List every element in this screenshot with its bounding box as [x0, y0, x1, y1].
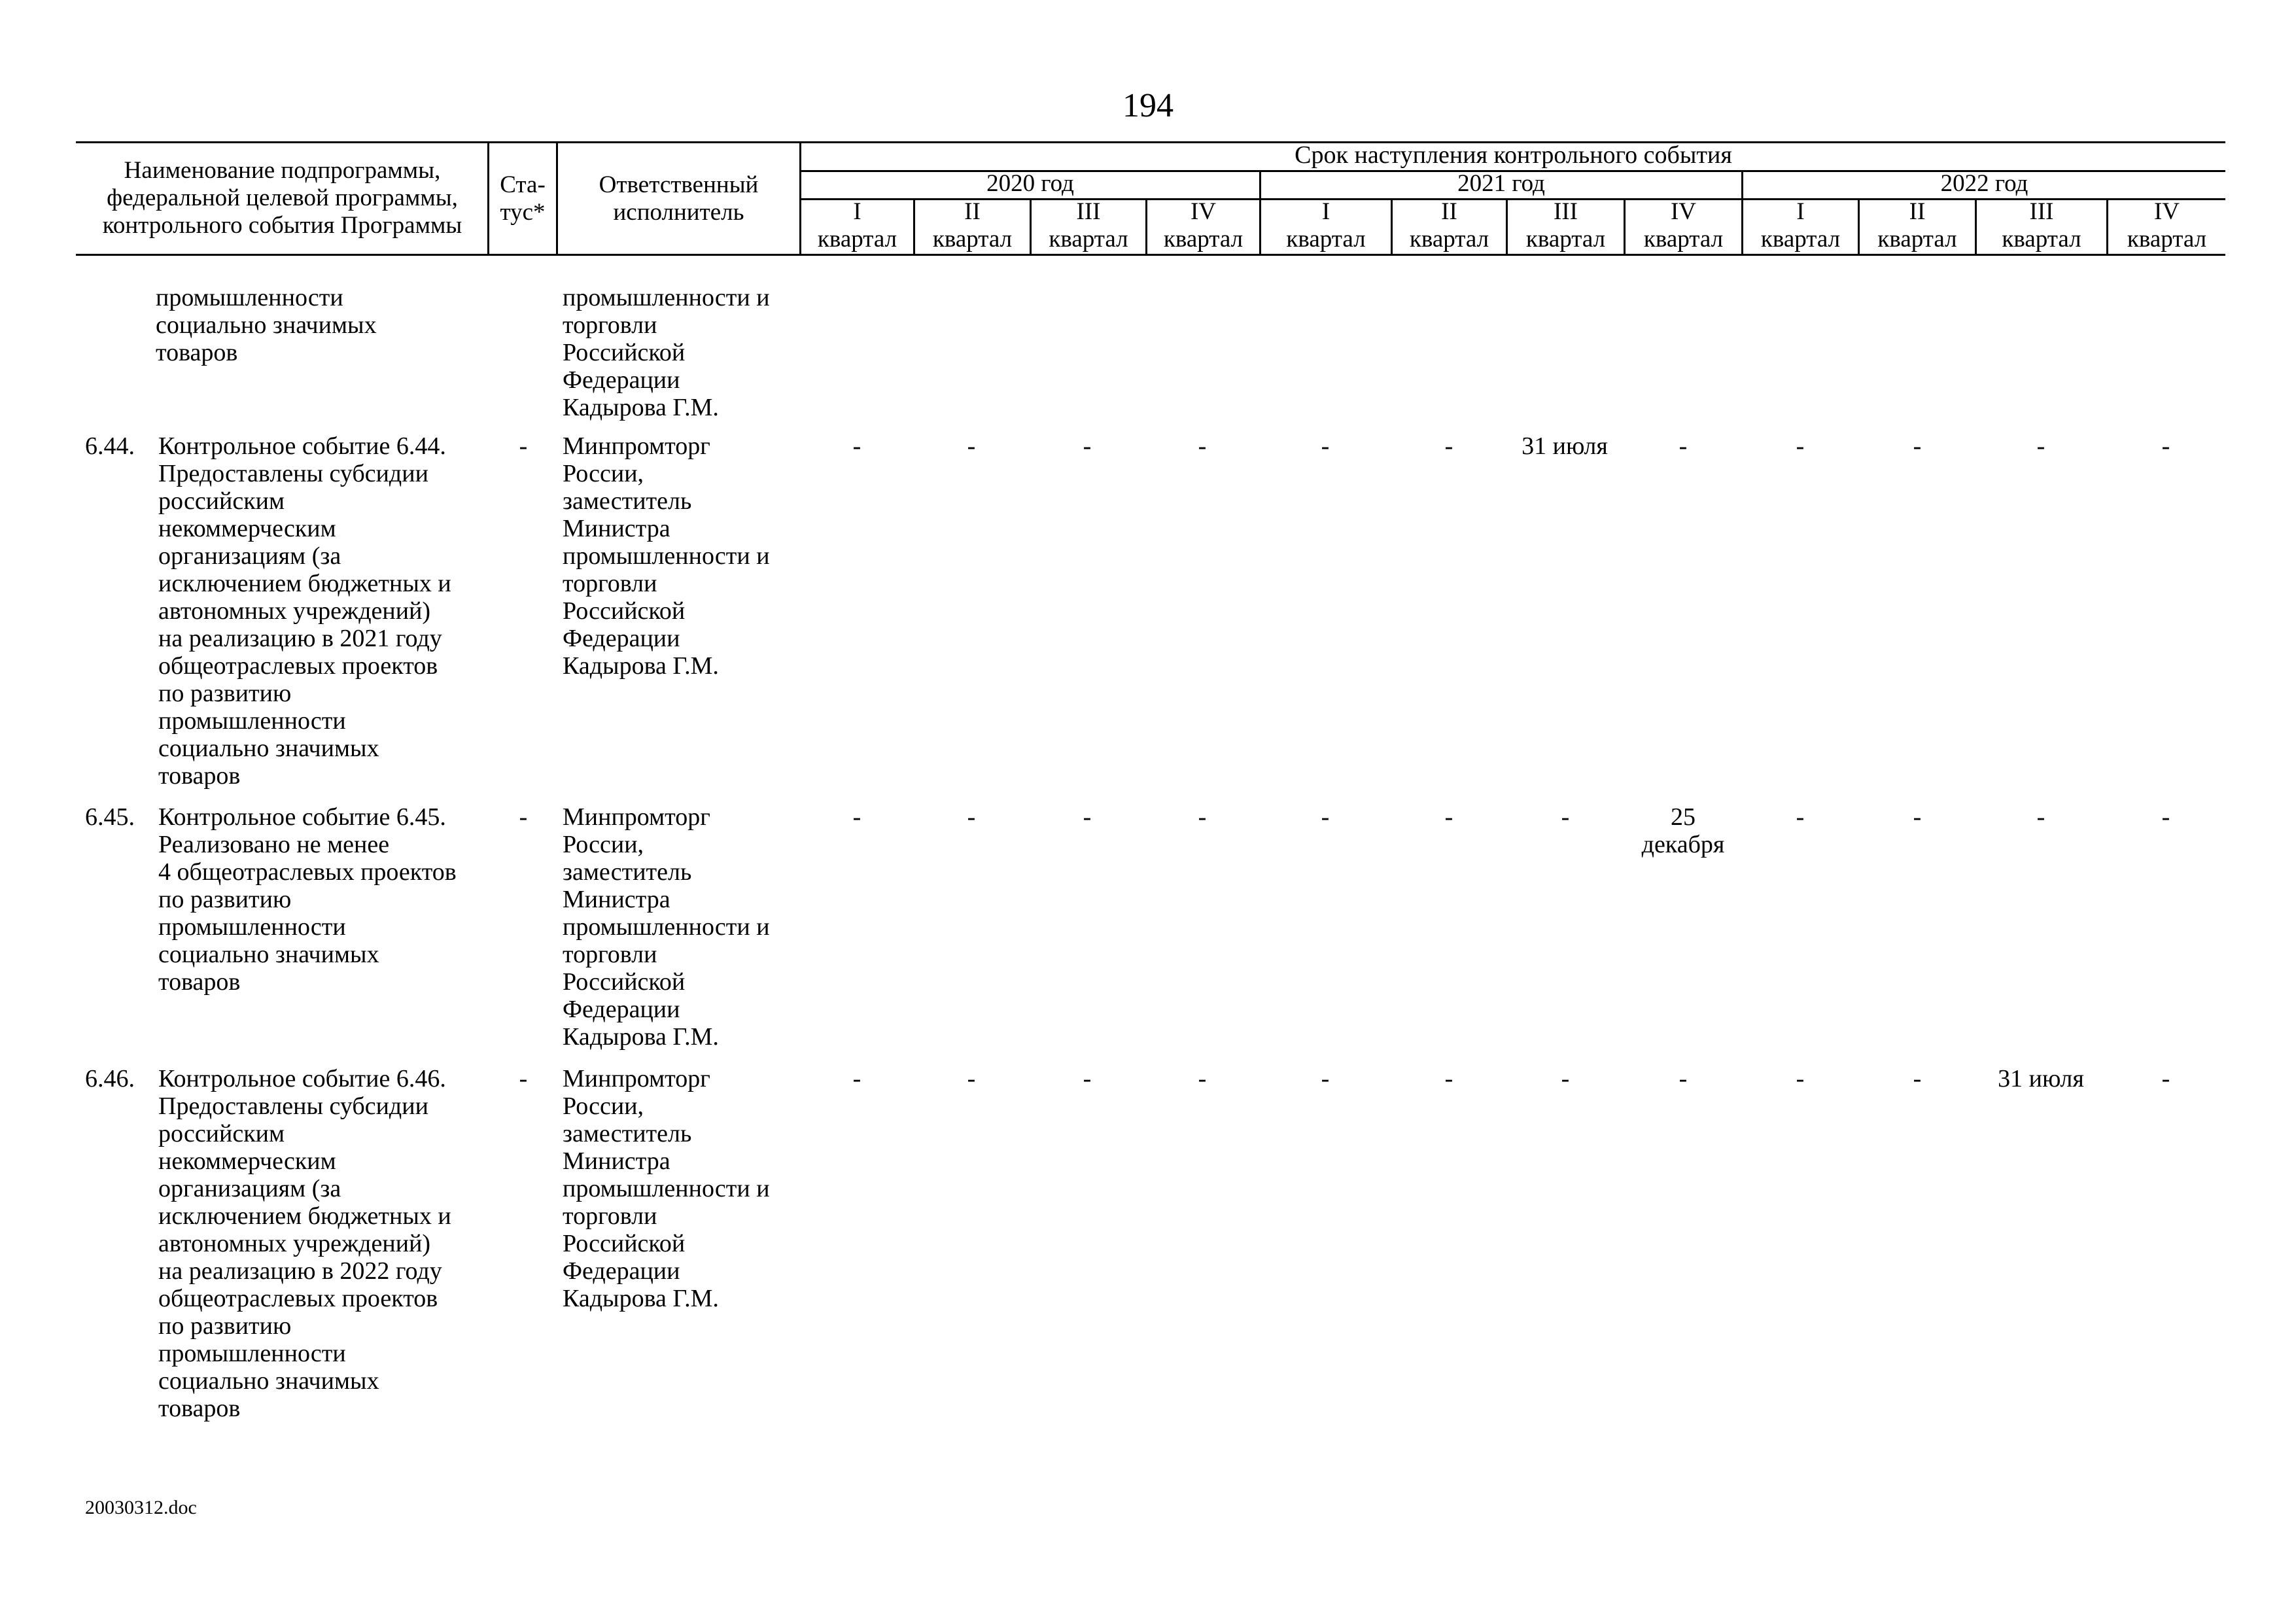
quarter-numeral: I — [1796, 198, 1805, 225]
deadline-cell: - — [967, 432, 976, 460]
header-year-2021: 2021 год — [1457, 170, 1545, 197]
deadline-cell: - — [967, 803, 976, 831]
header-quarter — [1626, 198, 1741, 253]
quarter-numeral: III — [1554, 198, 1578, 225]
deadline-cell: - — [1913, 432, 1922, 460]
quarter-numeral: II — [1909, 198, 1926, 225]
row-number: 6.45. — [85, 803, 135, 831]
quarter-word: квартал — [817, 226, 897, 253]
deadline-cell: 31 июля — [1522, 432, 1608, 460]
quarter-word: квартал — [1643, 226, 1724, 253]
deadline-cell: - — [1679, 432, 1688, 460]
quarter-word: квартал — [1760, 226, 1841, 253]
row-status: - — [519, 432, 528, 460]
deadline-cell: - — [1444, 1065, 1453, 1092]
deadline-cell: - — [1796, 432, 1805, 460]
quarter-numeral: II — [1441, 198, 1457, 225]
header-quarter — [1860, 198, 1975, 253]
deadline-cell: - — [1083, 432, 1092, 460]
row-name: Контрольное событие 6.46. Предоставлены субсидии российским некоммерческим организациям (за исключением бюджетных и автономных учреждений) на реализацию в 2022 году общеотраслевых проектов по развитию промышленности социально значимых товаров — [158, 1065, 451, 1422]
deadline-cell: 25 декабря — [1641, 803, 1725, 858]
quarter-numeral: I — [853, 198, 861, 225]
row-name: промышленности социально значимых товаров — [156, 284, 377, 366]
deadline-cell: - — [1198, 432, 1207, 460]
deadline-cell: - — [2161, 803, 2170, 831]
deadline-cell: - — [852, 803, 861, 831]
quarter-numeral: IV — [2153, 198, 2180, 225]
deadline-cell: - — [1198, 803, 1207, 831]
quarter-word: квартал — [2002, 226, 2081, 253]
header-quarter — [1147, 198, 1259, 253]
document-filename: 20030312.doc — [85, 1497, 197, 1518]
header-quarter — [1508, 198, 1624, 253]
quarter-numeral: II — [964, 198, 981, 225]
header-bottom-border — [76, 254, 2225, 256]
header-name-column: Наименование подпрограммы, федеральной целевой программы, контрольного события Программы — [102, 157, 462, 239]
header-status-column: Ста- тус* — [500, 171, 546, 226]
row-name: Контрольное событие 6.44. Предоставлены субсидии российским некоммерческим организациям (за исключением бюджетных и автономных учреждений) на реализацию в 2021 году общеотраслевых проектов по развитию промышленности социально значимых товаров — [158, 432, 451, 790]
row-responsible: Минпромторг России, заместитель Министра промышленности и торговли Российской Федерации Кадырова Г.М. — [563, 1065, 770, 1312]
header-quarter — [2108, 198, 2225, 253]
quarter-numeral: III — [2029, 198, 2054, 225]
deadline-cell: - — [1444, 432, 1453, 460]
deadline-cell: - — [1561, 1065, 1570, 1092]
deadline-cell: - — [1198, 1065, 1207, 1092]
deadline-cell: - — [1796, 803, 1805, 831]
deadline-cell: - — [967, 1065, 976, 1092]
deadline-cell: - — [2036, 803, 2045, 831]
header-quarter — [1977, 198, 2106, 253]
quarter-numeral: I — [1321, 198, 1331, 225]
deadline-cell: - — [1083, 1065, 1092, 1092]
row-responsible: Минпромторг России, заместитель Министра промышленности и торговли Российской Федерации Кадырова Г.М. — [563, 432, 770, 680]
header-quarter — [1261, 198, 1391, 253]
quarter-word: квартал — [1409, 226, 1489, 253]
row-number: 6.46. — [85, 1065, 135, 1092]
deadline-cell: - — [1321, 803, 1330, 831]
deadline-cell: - — [2161, 432, 2170, 460]
deadline-cell: - — [852, 1065, 861, 1092]
row-status: - — [519, 803, 528, 831]
deadline-cell: - — [1679, 1065, 1688, 1092]
header-quarter — [1393, 198, 1506, 253]
deadline-cell: - — [1444, 803, 1453, 831]
header-quarter — [1032, 198, 1145, 253]
row-number: 6.44. — [85, 432, 135, 460]
header-responsible-column: Ответственный исполнитель — [599, 171, 759, 226]
quarter-numeral: IV — [1190, 198, 1217, 225]
deadline-cell: - — [2036, 432, 2045, 460]
quarter-word: квартал — [1525, 226, 1606, 253]
header-year-2020: 2020 год — [986, 170, 1074, 197]
row-responsible: промышленности и торговли Российской Федерации Кадырова Г.М. — [563, 284, 770, 421]
header-year-2022: 2022 год — [1940, 170, 2028, 197]
deadline-cell: - — [852, 432, 861, 460]
deadline-cell: - — [1561, 803, 1570, 831]
quarter-word: квартал — [932, 226, 1013, 253]
quarter-word: квартал — [1049, 226, 1128, 253]
quarter-numeral: IV — [1670, 198, 1697, 225]
deadline-cell: - — [1913, 803, 1922, 831]
header-quarter — [915, 198, 1030, 253]
header-quarter — [801, 198, 913, 253]
quarter-word: квартал — [1877, 226, 1957, 253]
deadline-cell: - — [1083, 803, 1092, 831]
row-status: - — [519, 1065, 528, 1092]
quarter-word: квартал — [1163, 226, 1244, 253]
quarter-numeral: III — [1076, 198, 1101, 225]
deadline-cell: - — [1913, 1065, 1922, 1092]
deadline-cell: - — [1321, 1065, 1330, 1092]
quarter-word: квартал — [2127, 226, 2207, 253]
deadline-cell: 31 июля — [1998, 1065, 2084, 1092]
deadline-cell: - — [1796, 1065, 1805, 1092]
header-quarter — [1743, 198, 1858, 253]
header-deadline-title: Срок наступления контрольного события — [1295, 141, 1732, 169]
row-name: Контрольное событие 6.45. Реализовано не менее 4 общеотраслевых проектов по развитию промышленности социально значимых товаров — [158, 803, 457, 996]
page-number: 194 — [1122, 87, 1174, 124]
deadline-cell: - — [1321, 432, 1330, 460]
row-responsible: Минпромторг России, заместитель Министра промышленности и торговли Российской Федерации Кадырова Г.М. — [563, 803, 770, 1051]
deadline-cell: - — [2161, 1065, 2170, 1092]
quarter-word: квартал — [1286, 226, 1366, 253]
